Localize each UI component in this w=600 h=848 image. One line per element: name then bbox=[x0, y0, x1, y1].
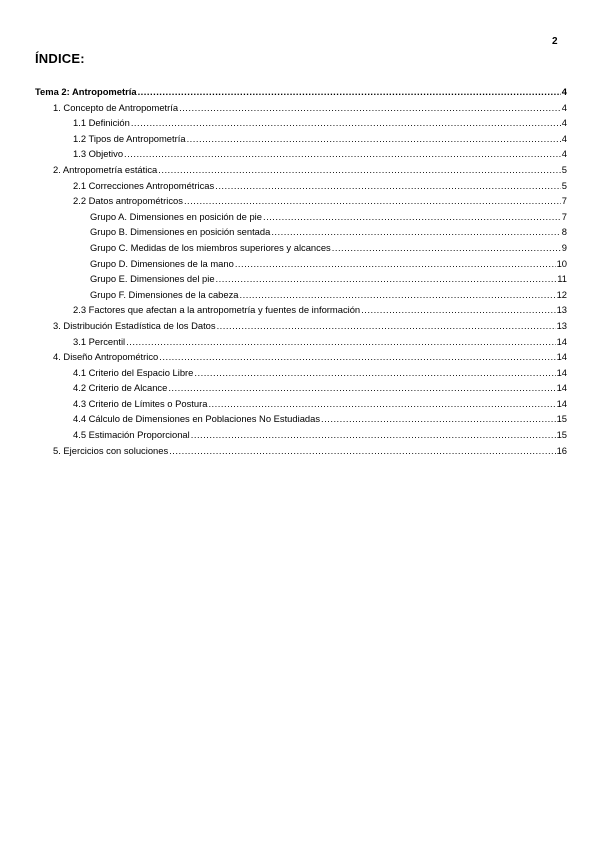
toc-dot-leader bbox=[216, 271, 557, 287]
toc-entry-title: Grupo A. Dimensiones en posición de pie bbox=[90, 210, 262, 222]
toc-dot-leader bbox=[179, 100, 561, 116]
toc-entry-title: 2. Antropometría estática bbox=[53, 163, 158, 175]
toc-entry-page: 4 bbox=[561, 86, 567, 97]
toc-entry-page: 14 bbox=[556, 366, 567, 378]
toc-entry-title: 2.1 Correcciones Antropométricas bbox=[73, 179, 215, 191]
toc-entry[interactable] bbox=[35, 84, 567, 100]
toc-entry-title: 4.2 Criterio de Alcance bbox=[73, 382, 168, 394]
toc-entry[interactable] bbox=[35, 349, 567, 365]
toc-dot-leader bbox=[321, 411, 556, 427]
toc-entry-page: 13 bbox=[556, 319, 567, 331]
toc-entry-page: 12 bbox=[556, 288, 567, 300]
toc-dot-leader bbox=[271, 224, 560, 240]
toc-entry-page: 4 bbox=[561, 132, 567, 144]
toc-dot-leader bbox=[194, 365, 555, 381]
toc-entry[interactable] bbox=[35, 193, 567, 209]
toc-dot-leader bbox=[124, 146, 561, 162]
toc-entry-title: Grupo B. Dimensiones en posición sentada bbox=[90, 226, 271, 238]
toc-entry[interactable] bbox=[35, 427, 567, 443]
toc-dot-leader bbox=[217, 318, 556, 334]
toc-entry-page: 4 bbox=[561, 117, 567, 129]
toc-dot-leader bbox=[159, 349, 555, 365]
toc-entry[interactable] bbox=[35, 318, 567, 334]
toc-entry-page: 7 bbox=[561, 195, 567, 207]
toc-entry-page: 14 bbox=[556, 382, 567, 394]
toc-entry-page: 5 bbox=[561, 179, 567, 191]
toc-entry-title: Grupo C. Medidas de los miembros superiores y alcances bbox=[90, 241, 331, 253]
toc-entry[interactable] bbox=[35, 271, 567, 287]
toc-dot-leader bbox=[191, 427, 556, 443]
toc-entry-title: Grupo D. Dimensiones de la mano bbox=[90, 257, 234, 269]
toc-entry[interactable] bbox=[35, 365, 567, 381]
toc-dot-leader bbox=[263, 209, 561, 225]
toc-entry[interactable] bbox=[35, 411, 567, 427]
toc-entry[interactable] bbox=[35, 240, 567, 256]
toc-dot-leader bbox=[361, 302, 555, 318]
toc-entry-title: Tema 2: Antropometría bbox=[35, 86, 137, 97]
toc-entry-title: 1.3 Objetivo bbox=[73, 148, 124, 160]
toc-entry[interactable] bbox=[35, 146, 567, 162]
toc-entry-title: 3. Distribución Estadística de los Datos bbox=[53, 319, 216, 331]
page-title: ÍNDICE: bbox=[35, 51, 85, 66]
toc-entry-page: 13 bbox=[556, 304, 567, 316]
toc-entry[interactable] bbox=[35, 287, 567, 303]
toc-entry[interactable] bbox=[35, 380, 567, 396]
toc-dot-leader bbox=[184, 193, 561, 209]
toc-entry-title: 4. Diseño Antropométrico bbox=[53, 351, 159, 363]
toc-entry-title: 4.4 Cálculo de Dimensiones en Poblaciones No Estudiadas bbox=[73, 413, 321, 425]
toc-entry-page: 9 bbox=[561, 241, 567, 253]
toc-entry-page: 16 bbox=[556, 444, 567, 456]
toc-entry-title: 5. Ejercicios con soluciones bbox=[53, 444, 169, 456]
toc-entry[interactable] bbox=[35, 209, 567, 225]
toc-entry-page: 15 bbox=[556, 413, 567, 425]
toc-entry[interactable] bbox=[35, 178, 567, 194]
toc-dot-leader bbox=[235, 256, 556, 272]
toc-entry[interactable] bbox=[35, 162, 567, 178]
toc-entry[interactable] bbox=[35, 302, 567, 318]
toc-entry[interactable] bbox=[35, 443, 567, 459]
toc-dot-leader bbox=[131, 115, 561, 131]
toc-entry-page: 7 bbox=[561, 210, 567, 222]
toc-entry-page: 4 bbox=[561, 101, 567, 113]
toc-entry-title: 4.5 Estimación Proporcional bbox=[73, 429, 190, 441]
toc-entry-title: Grupo F. Dimensiones de la cabeza bbox=[90, 288, 239, 300]
toc-entry-page: 14 bbox=[556, 397, 567, 409]
toc-entry-title: 2.2 Datos antropométricos bbox=[73, 195, 183, 207]
toc-dot-leader bbox=[187, 131, 561, 147]
toc-entry[interactable] bbox=[35, 100, 567, 116]
toc-dot-leader bbox=[168, 380, 555, 396]
toc-entry[interactable] bbox=[35, 334, 567, 350]
toc-entry-title: 1.1 Definición bbox=[73, 117, 130, 129]
toc-entry-page: 11 bbox=[557, 273, 567, 285]
toc-dot-leader bbox=[126, 334, 555, 350]
toc-entry-page: 14 bbox=[556, 351, 567, 363]
toc-entry-title: 2.3 Factores que afectan a la antropometría y fuentes de información bbox=[73, 304, 361, 316]
toc-dot-leader bbox=[332, 240, 561, 256]
toc-dot-leader bbox=[240, 287, 556, 303]
toc-dot-leader bbox=[215, 178, 561, 194]
page-number: 2 bbox=[552, 36, 558, 47]
toc-entry-title: 1. Concepto de Antropometría bbox=[53, 101, 179, 113]
toc-entry[interactable] bbox=[35, 256, 567, 272]
toc-dot-leader bbox=[138, 84, 561, 100]
toc-entry-title: 4.3 Criterio de Límites o Postura bbox=[73, 397, 208, 409]
toc-entry-title: Grupo E. Dimensiones del pie bbox=[90, 273, 215, 285]
toc-entry-title: 1.2 Tipos de Antropometría bbox=[73, 132, 186, 144]
toc-entry-page: 14 bbox=[556, 335, 567, 347]
toc-dot-leader bbox=[158, 162, 561, 178]
toc-dot-leader bbox=[208, 396, 555, 412]
toc-entry-title: 4.1 Criterio del Espacio Libre bbox=[73, 366, 194, 378]
toc-entry-page: 15 bbox=[556, 429, 567, 441]
toc-entry-page: 10 bbox=[556, 257, 567, 269]
toc-entry-title: 3.1 Percentil bbox=[73, 335, 126, 347]
toc-entry-page: 8 bbox=[561, 226, 567, 238]
toc-entry[interactable] bbox=[35, 131, 567, 147]
toc-entry-page: 5 bbox=[561, 163, 567, 175]
toc-dot-leader bbox=[169, 443, 555, 459]
toc-entry-page: 4 bbox=[561, 148, 567, 160]
toc-entry[interactable] bbox=[35, 396, 567, 412]
table-of-contents bbox=[35, 84, 567, 458]
toc-entry[interactable] bbox=[35, 115, 567, 131]
toc-entry[interactable] bbox=[35, 224, 567, 240]
